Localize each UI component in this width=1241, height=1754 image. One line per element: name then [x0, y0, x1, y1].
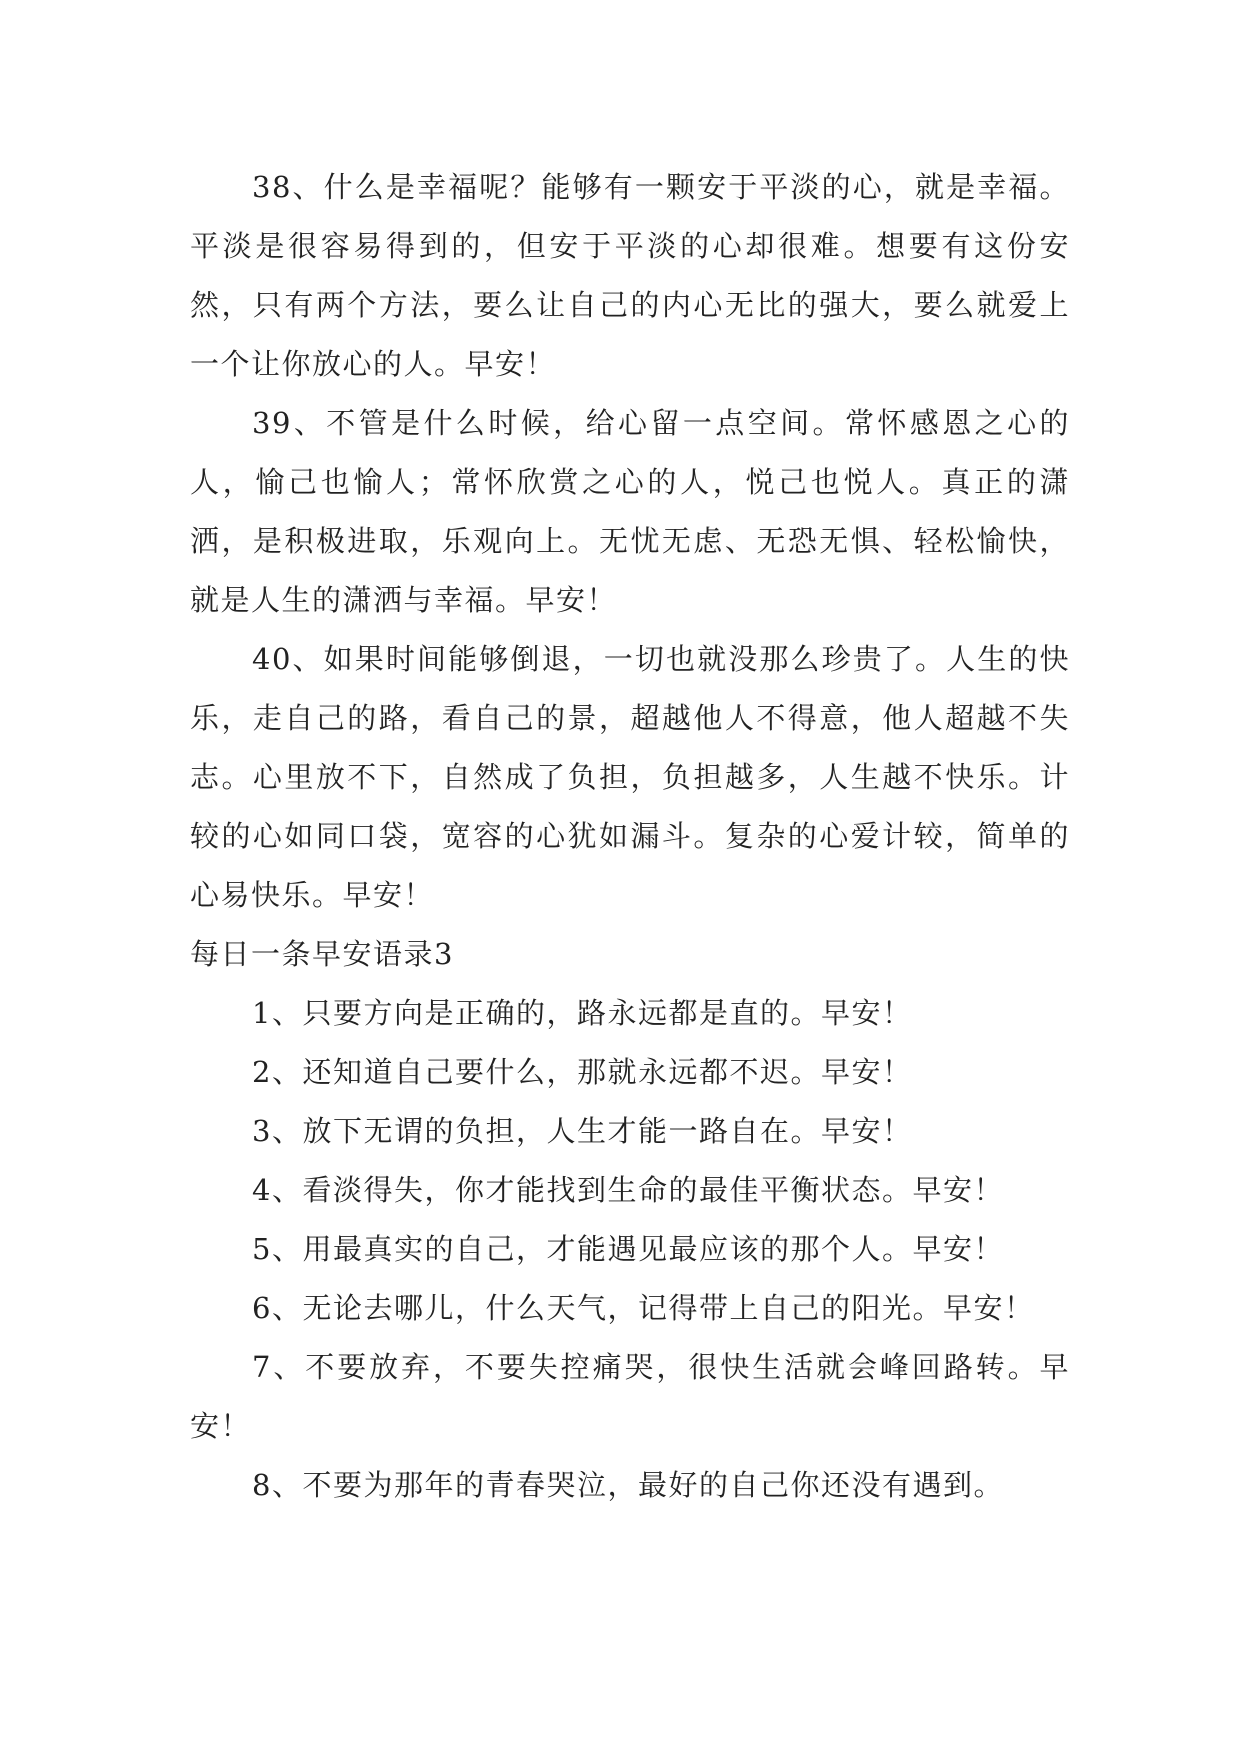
quote-6: 6、无论去哪儿，什么天气，记得带上自己的阳光。早安！ — [252, 1291, 1035, 1325]
section-heading: 每日一条早安语录3 — [190, 937, 454, 971]
paragraph-39: 39、不管是什么时候，给心留一点空间。常怀感恩之心的人，愉己也愉人；常怀欣赏之心的人，悦己也悦人。真正的潇洒，是积极进取，乐观向上。无忧无虑、无恐无惧、轻松愉快，就是人生的潇洒与幸福。早安！ — [190, 406, 1070, 617]
quote-4: 4、看淡得失，你才能找到生命的最佳平衡状态。早安！ — [252, 1173, 1004, 1207]
quote-7: 7、不要放弃，不要失控痛哭，很快生活就会峰回路转。早安！ — [190, 1350, 1070, 1443]
document-page — [190, 158, 1070, 1515]
quote-1: 1、只要方向是正确的，路永远都是直的。早安！ — [252, 996, 913, 1030]
quote-5: 5、用最真实的自己，才能遇见最应该的那个人。早安！ — [252, 1232, 1004, 1266]
paragraph-38: 38、什么是幸福呢？能够有一颗安于平淡的心，就是幸福。平淡是很容易得到的，但安于平淡的心却很难。想要有这份安然，只有两个方法，要么让自己的内心无比的强大，要么就爱上一个让你放心的人。早安！ — [190, 170, 1070, 381]
paragraph-40: 40、如果时间能够倒退，一切也就没那么珍贵了。人生的快乐，走自己的路，看自己的景，超越他人不得意，他人超越不失志。心里放不下，自然成了负担，负担越多，人生越不快乐。计较的心如同口袋，宽容的心犹如漏斗。复杂的心爱计较，简单的心易快乐。早安！ — [190, 642, 1070, 912]
quote-2: 2、还知道自己要什么，那就永远都不迟。早安！ — [252, 1055, 913, 1089]
quote-3: 3、放下无谓的负担，人生才能一路自在。早安！ — [252, 1114, 913, 1148]
quote-8: 8、不要为那年的青春哭泣，最好的自己你还没有遇到。 — [252, 1468, 1004, 1502]
